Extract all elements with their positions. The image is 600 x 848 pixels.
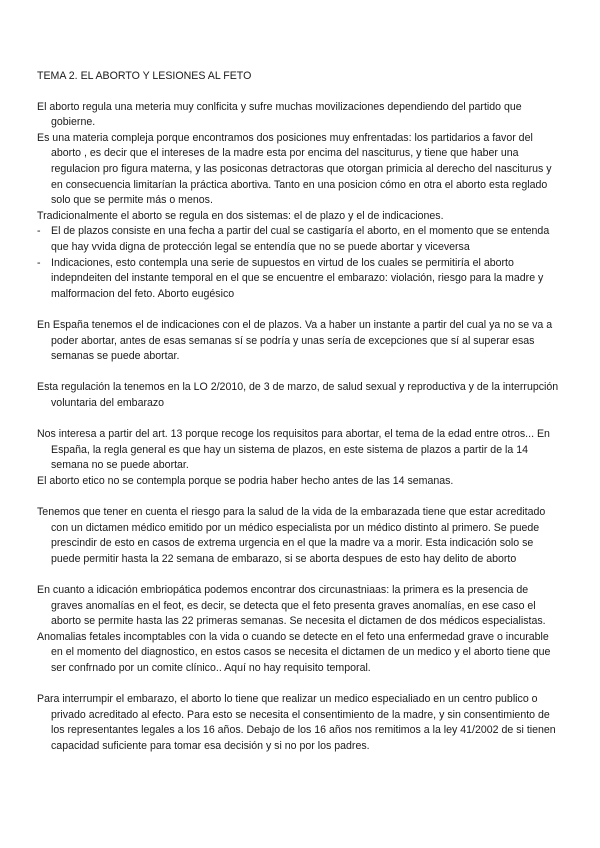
list-item-text: El de plazos consiste en una fecha a partir del cual se castigaría el aborto, en el momento que se entenda que hay vvida digna de protección legal se entendía que no se puede abortar y viceversa <box>51 225 550 253</box>
paragraph-4: En España tenemos el de indicaciones con el de plazos. Va a haber un instante a partir del cual ya no se va a poder abortar, antes de esas semanas sí se podría y unas sería de excepciones que sí al superar esas semanas se puede abortar. <box>37 318 553 363</box>
list-marker: - <box>37 256 41 269</box>
paragraph-7: El aborto etico no se contempla porque se podria haber hecho antes de las 14 semanas. <box>37 474 454 487</box>
list-marker: - <box>37 225 41 238</box>
paragraph-9: En cuanto a idicación embriopática podemos encontrar dos circunastniaas: la primera es la presencia de graves anomalías en el feot, es decir, se detecta que el feto presenta graves anomalías, en ese caso el aborto se permite hasta las 22 primeras semanas. Se necesita el dictamen de dos médicos especialistas. <box>37 584 546 628</box>
paragraph-3: Tradicionalmente el aborto se regula en dos sistemas: el de plazo y el de indicaciones. <box>37 209 444 222</box>
paragraph-10: Anomalias fetales incomptables con la vida o cuando se detecte en el feto una enfermedad grave o incurable en el momento del diagnostico, en estos casos se necesita el dictamen de un medico y el aborto tiene que ser confrnado por un comite clínico.. Aquí no hay requisito temporal. <box>37 630 551 674</box>
paragraph-2: Es una materia compleja porque encontramos dos posiciones muy enfrentadas: los partidarios a favor del aborto , es decir que el intereses de la madre esta por encima del nasciturus, y tiene que haber una regulacion pro figura materna, y las posiconas detractoras que otorgan primicia al derecho del nasciturus y en consecuencia limitarían la práctica abortiva. Tanto en una posicion cómo en otra el aborto esta reglado solo que se permite más o menos. <box>37 131 552 207</box>
document-title: TEMA 2. EL ABORTO Y LESIONES AL FETO <box>37 70 252 82</box>
list-item-indicaciones <box>37 256 561 303</box>
paragraph-8: Tenemos que tener en cuenta el riesgo para la salud de la vida de la embarazada tiene que estar acreditado con un dictamen médico emitido por un médico especialista por un médico distinto al primero. Se puede prescindir de esto en casos de extrema urgencia en el que la madre va a morir. Esta indicación solo se puede permitir hasta la 22 semana de embarazo, si se aborta despues de esto hay delito de aborto <box>37 506 546 565</box>
list-item-text: Indicaciones, esto contempla una serie de supuestos en virtud de los cuales se permitiría el aborto indepndeiten del instante temporal en el que se encuentre el embarazo: violación, riesgo para la madre y malformacion del feto. Aborto eugésico <box>51 256 544 300</box>
paragraph-6: Nos interesa a partir del art. 13 porque recoge los requisitos para abortar, el tema de la edad entre otros... En España, la regla general es que hay un sistema de plazos, en este sistema de plazos a partir de la 14 semana no se puede abortar. <box>37 428 550 472</box>
paragraph-1: El aborto regula una meteria muy conlficita y sufre muchas movilizaciones dependiendo del partido que gobierne. <box>37 100 522 129</box>
list-item-plazos <box>37 224 561 255</box>
paragraph-5: Esta regulación la tenemos en la LO 2/2010, de 3 de marzo, de salud sexual y reproductiva y de la interrupción voluntaria del embarazo <box>37 381 559 409</box>
systems-list <box>37 224 561 302</box>
paragraph-11: Para interrumpir el embarazo, el aborto lo tiene que realizar un medico especialiado en un centro publico o privado acreditado al efecto. Para esto se necesita el consentimiento de la madre, y sin consentimiento de los representantes legales a los 16 años. Debajo de los 16 años nos remitimos a la ley 41/2002 de si tienen capacidad suficiente para tomar esa decisión y si no por los padres. <box>37 693 556 752</box>
document-body <box>37 69 561 755</box>
